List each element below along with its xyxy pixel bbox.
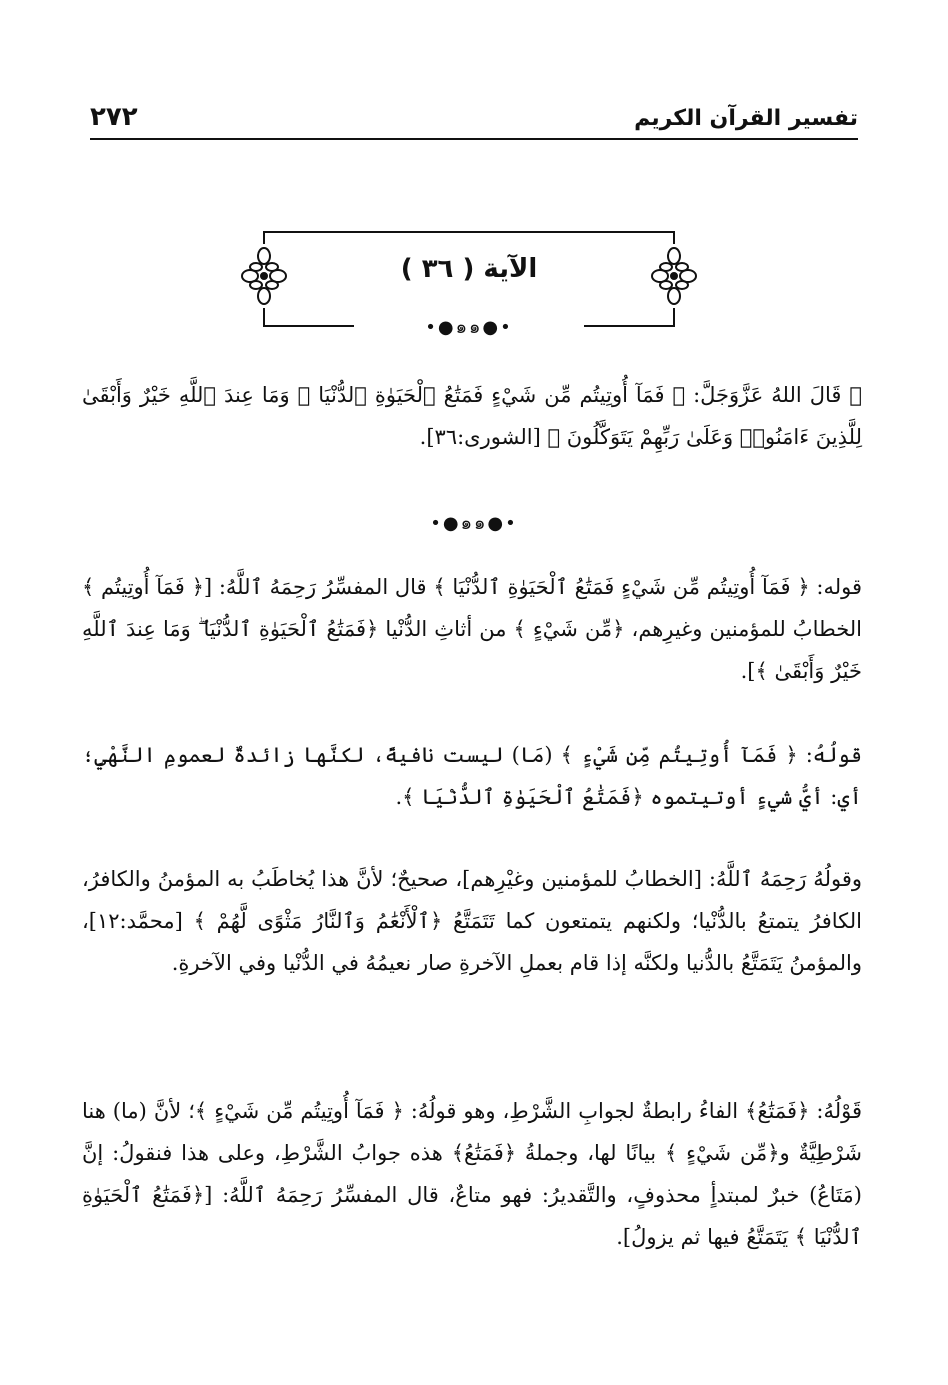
page-header: [90, 100, 858, 140]
commentary-paragraph: [82, 1090, 862, 1258]
section-separator-ornament: •●๑๑●•: [430, 513, 518, 534]
paragraph-text: ۞ قَالَ اللهُ عَزَّوَجَلَّ: ﴿ فَمَآ أُوتِيتُم مِّن شَيْءٍ فَمَتَٰعُ ٱلْحَيَوٰةِ ٱلدُّنْيَا ۖ وَمَا عِندَ ٱللَّهِ خَيْرٌ وَأَبْقَىٰ لِلَّذِينَ ءَامَنُوا۟ وَعَلَىٰ رَبِّهِمْ يَتَوَكَّلُونَ ﴾ [الشورى:٣٦].: [82, 383, 862, 449]
commentary-paragraph: [82, 734, 862, 818]
quran-verse-paragraph: [82, 374, 862, 458]
header-rule: [90, 138, 858, 140]
page-number: ٢٧٢: [90, 102, 138, 132]
paragraph-text: وقولُهُ رَحِمَهُ ٱللَّهُ: [الخطابُ للمؤمنين وغيْرِهم]، صحيحٌ؛ لأنَّ هذا يُخاطَبُ به المؤمنُ والكافرُ، الكافرُ يتمتعُ بالدُّنْيا؛ ولكنهم يتمتعون كما تَتَمَتَّعُ ﴿ٱلْأَنْعَٰمُ وَٱلنَّارُ مَثْوًى لَّهُمْ ﴾ [محمَّد:١٢]، والمؤمنُ يَتَمَتَّعُ بالدُّنيا ولكنَّه إذا قام بعملِ الآخرةِ صار نعيمُهُ في الدُّنْيا وفي الآخرةِ.: [82, 867, 862, 975]
heading-ornament: •●๑๑●•: [425, 317, 513, 338]
verse-number-heading: الآية ( ٣٦ ): [400, 254, 538, 284]
verse-heading-frame: [234, 226, 704, 346]
paragraph-text: قولُهُ: ﴿ فَمَآ أُوتِيتُم مِّن شَيْءٍ ﴾ (مَا) ليست نافيةً، لكنَّها زائدةٌ لعمومِ النَّهْيِ؛ أي: أيُّ شيءٍ أوتيتموه ﴿فَمَتَٰعُ ٱلْحَيَوٰةِ ٱلدُّنْيَا ﴾.: [82, 743, 862, 809]
paragraph-text: قوله: ﴿ فَمَآ أُوتِيتُم مِّن شَيْءٍ فَمَتَٰعُ ٱلْحَيَوٰةِ ٱلدُّنْيَا ﴾ قال المفسِّرُ رَحِمَهُ ٱللَّهُ: [﴿ فَمَآ أُوتِيتُم ﴾ الخطابُ للمؤمنين وغيرِهم، ﴿مِّن شَيْءٍ ﴾ من أثاثِ الدُّنْيا ﴿فَمَتَٰعُ ٱلْحَيَوٰةِ ٱلدُّنْيَا ۖ وَمَا عِندَ ٱللَّهِ خَيْرٌ وَأَبْقَىٰ ﴾].: [82, 575, 862, 683]
paragraph-text: قَوْلُهُ: ﴿فَمَتَٰعُ﴾ الفاءُ رابطةٌ لجوابِ الشَّرْطِ، وهو قولُهُ: ﴿ فَمَآ أُوتِيتُم مِّن شَيْءٍ ﴾؛ لأنَّ (ما) هنا شَرْطِيَّةٌ و﴿مِّن شَيْءٍ ﴾ بيانًا لها، وجملةُ ﴿فَمَتَٰعُ﴾ هذه جوابُ الشَّرْطِ، وعلى هذا فنقولُ: إنَّ (مَتَاعُ) خبرٌ لمبتدأٍ محذوفٍ، والتَّقديرُ: فهو متاعٌ، قال المفسِّرُ رَحِمَهُ ٱللَّهُ: [﴿فَمَتَٰعُ ٱلْحَيَوٰةِ ٱلدُّنْيَا ﴾ يَتَمَتَّعُ فيها ثم يزولُ].: [82, 1099, 862, 1249]
book-title: تفسير القرآن الكريم: [634, 106, 858, 131]
commentary-paragraph: [82, 566, 862, 692]
commentary-paragraph: [82, 858, 862, 984]
